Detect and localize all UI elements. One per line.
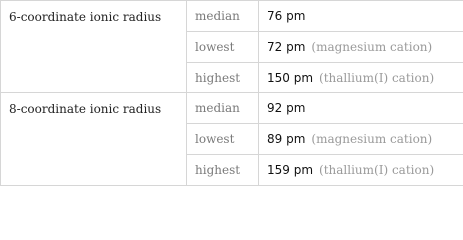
value-text: 89 pm: [267, 132, 306, 147]
row-label: lowest: [187, 124, 259, 155]
table-row: [1, 1, 463, 32]
value-cell: [259, 93, 463, 124]
group-label: 6-coordinate ionic radius: [1, 1, 187, 93]
value-note: (magnesium cation): [311, 39, 433, 54]
value-text: 150 pm: [267, 70, 314, 85]
value-cell: [259, 1, 463, 32]
row-label: median: [187, 93, 259, 124]
value-text: 159 pm: [267, 163, 314, 178]
value-note: (thallium(I) cation): [319, 163, 435, 178]
group-label: 8-coordinate ionic radius: [1, 93, 187, 186]
value-text: 76 pm: [267, 8, 306, 23]
table-row: [1, 93, 463, 124]
row-label: lowest: [187, 31, 259, 62]
row-label: median: [187, 1, 259, 32]
value-cell: [259, 31, 463, 62]
value-cell: [259, 62, 463, 93]
value-note: (magnesium cation): [311, 132, 433, 147]
value-cell: [259, 124, 463, 155]
value-text: 92 pm: [267, 101, 306, 116]
value-note: (thallium(I) cation): [319, 70, 435, 85]
value-text: 72 pm: [267, 39, 306, 54]
row-label: highest: [187, 62, 259, 93]
row-label: highest: [187, 155, 259, 186]
value-cell: [259, 155, 463, 186]
